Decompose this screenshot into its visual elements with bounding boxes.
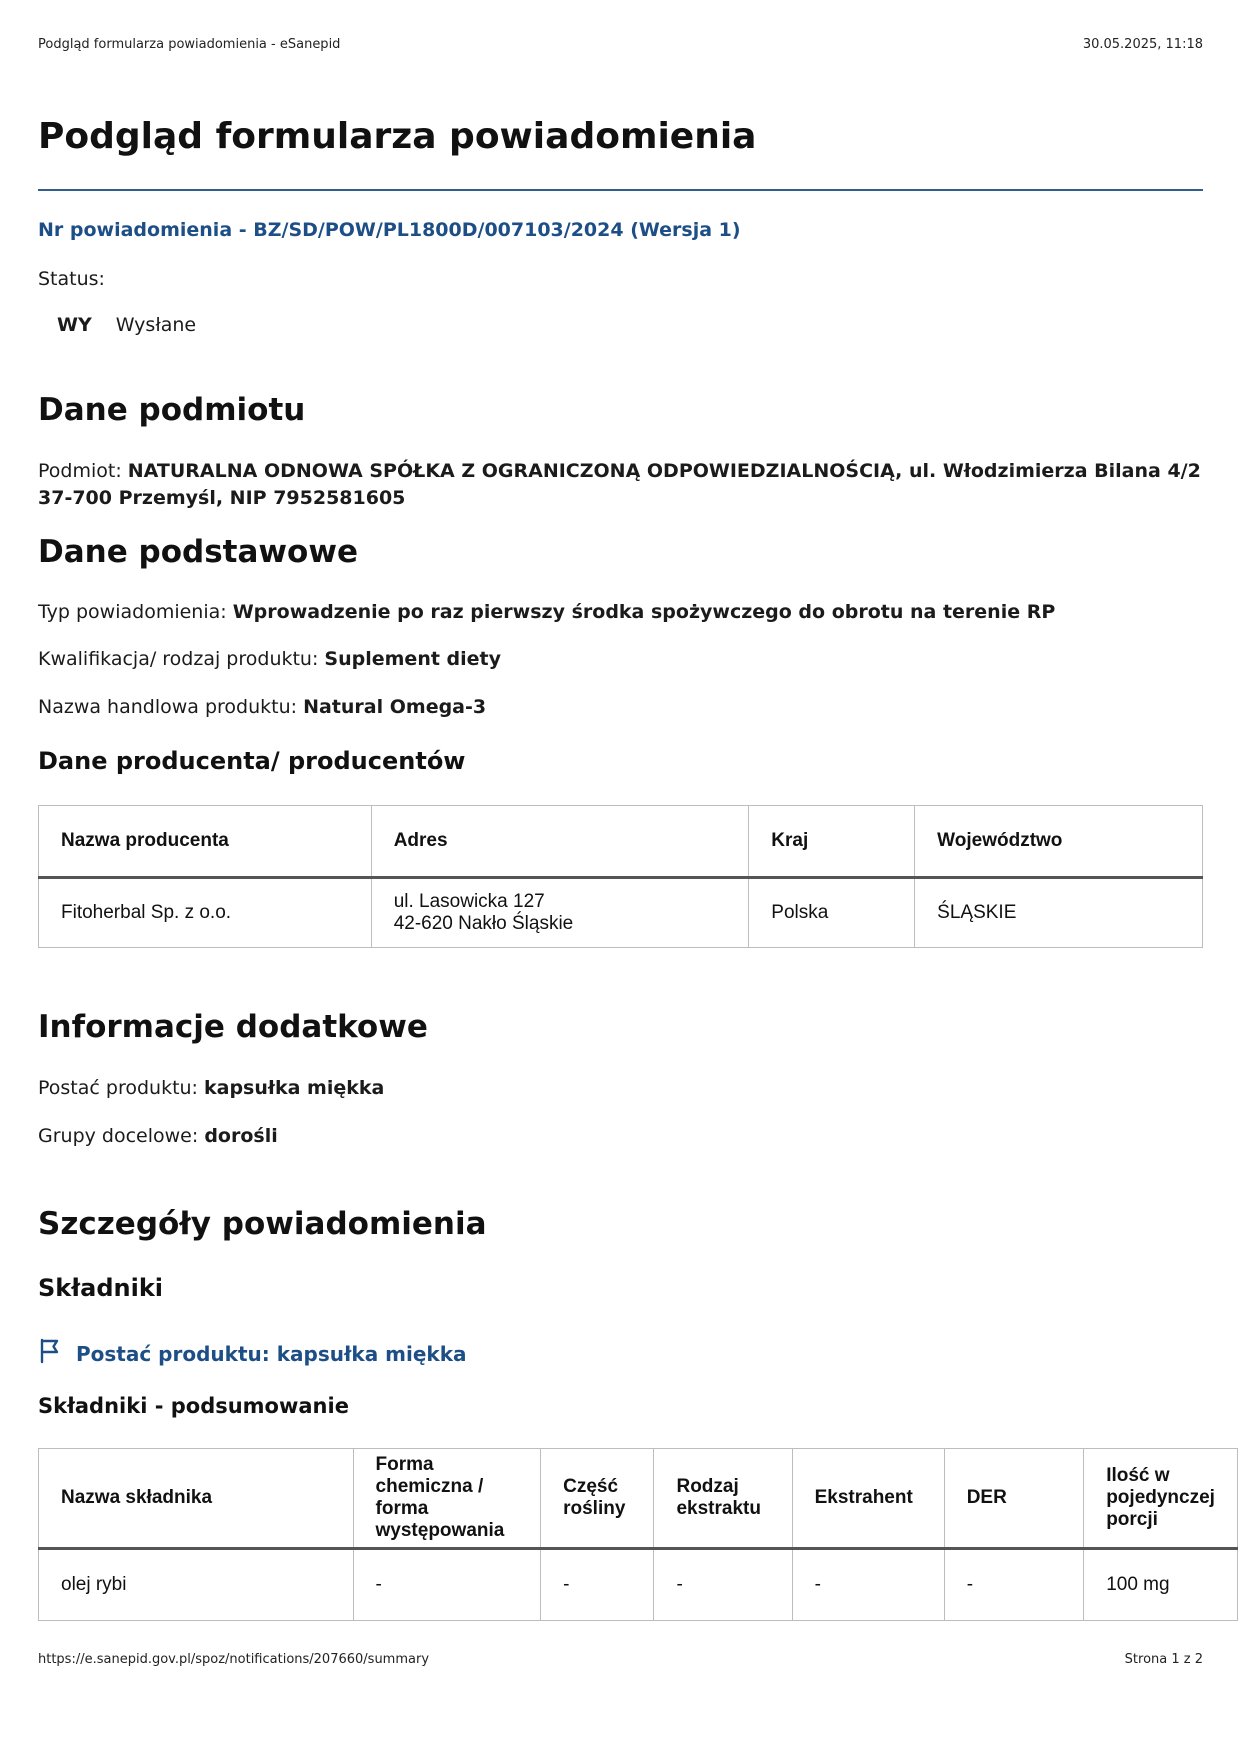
type-line — [38, 599, 1203, 626]
col-extract-type: Rodzaj ekstraktu — [654, 1449, 792, 1549]
producer-address — [371, 878, 749, 948]
ingredients-summary-heading: Składniki - podsumowanie — [38, 1394, 349, 1418]
additional-heading: Informacje dodatkowe — [38, 1009, 428, 1045]
status-code: WY — [57, 314, 92, 336]
status-label: Status: — [38, 268, 105, 290]
groups-line — [38, 1123, 1203, 1150]
print-footer-url: https://e.sanepid.gov.pl/spoz/notifications/207660/summary — [38, 1652, 430, 1667]
producer-name: Fitoherbal Sp. z o.o. — [39, 878, 372, 948]
status-text: Wysłane — [115, 314, 197, 336]
details-heading: Szczegóły powiadomienia — [38, 1206, 487, 1242]
entity-heading: Dane podmiotu — [38, 392, 306, 428]
ingredients-table — [38, 1448, 1238, 1621]
form-label: Postać produktu: — [38, 1077, 204, 1099]
page-title: Podgląd formularza powiadomienia — [38, 116, 757, 157]
ingredient-der: - — [944, 1549, 1084, 1621]
producer-voivodeship: ŚLĄSKIE — [915, 878, 1203, 948]
ingredient-amount: 100 mg — [1084, 1549, 1238, 1621]
form-line — [38, 1075, 1203, 1102]
ingredient-extract-type: - — [654, 1549, 792, 1621]
print-header-title: Podgląd formularza powiadomienia - eSanepid — [38, 37, 341, 52]
col-amount-per-portion: Ilość w pojedynczej porcji — [1084, 1449, 1238, 1549]
status-badge — [57, 314, 196, 336]
product-name-value: Natural Omega-3 — [303, 696, 487, 718]
producer-country: Polska — [749, 878, 915, 948]
entity-label: Podmiot: — [38, 460, 128, 482]
entity-line — [38, 458, 1203, 512]
print-header — [38, 37, 1203, 52]
ingredients-table-viewport — [38, 1448, 1215, 1618]
print-footer — [38, 1652, 1203, 1667]
ingredients-heading: Składniki — [38, 1274, 164, 1302]
type-value: Wprowadzenie po raz pierwszy środka spożywczego do obrotu na terenie RP — [232, 601, 1056, 623]
col-extractant: Ekstrahent — [792, 1449, 944, 1549]
col-chemical-form: Forma chemiczna / forma występowania — [353, 1449, 541, 1549]
print-footer-page: Strona 1 z 2 — [1124, 1652, 1203, 1667]
col-country: Kraj — [749, 806, 915, 878]
ingredients-header-row — [39, 1449, 1238, 1549]
address-line1: ul. Lasowicka 127 — [393, 891, 545, 912]
col-ingredient-name: Nazwa składnika — [39, 1449, 354, 1549]
table-row — [39, 878, 1203, 948]
address-line2: 42-620 Nakło Śląskie — [393, 913, 574, 934]
col-voivodeship: Województwo — [915, 806, 1203, 878]
table-row — [39, 1549, 1238, 1621]
product-form-link-label: Postać produktu: kapsułka miękka — [76, 1341, 467, 1366]
kind-line — [38, 646, 1203, 673]
col-plant-part: Część rośliny — [541, 1449, 654, 1549]
form-value: kapsułka miękka — [204, 1077, 385, 1099]
ingredient-chemical-form: - — [353, 1549, 541, 1621]
print-header-datetime: 30.05.2025, 11:18 — [1082, 37, 1203, 52]
kind-value: Suplement diety — [324, 648, 502, 670]
ingredient-extractant: - — [792, 1549, 944, 1621]
col-producer-name: Nazwa producenta — [39, 806, 372, 878]
producers-heading: Dane producenta/ producentów — [38, 747, 466, 775]
notification-number: Nr powiadomienia - BZ/SD/POW/PL1800D/007103/2024 (Wersja 1) — [38, 219, 741, 241]
entity-value: NATURALNA ODNOWA SPÓŁKA Z OGRANICZONĄ ODPOWIEDZIALNOŚCIĄ, ul. Włodzimierza Bilana 4/2 37-700 Przemyśl, NIP 7952581605 — [38, 460, 1201, 509]
groups-value: dorośli — [204, 1125, 278, 1147]
producers-table — [38, 805, 1203, 948]
kind-label: Kwalifikacja/ rodzaj produktu: — [38, 648, 325, 670]
col-der: DER — [944, 1449, 1084, 1549]
basic-heading: Dane podstawowe — [38, 534, 359, 570]
col-address: Adres — [371, 806, 749, 878]
flag-icon — [38, 1338, 62, 1369]
producers-header-row — [39, 806, 1203, 878]
groups-label: Grupy docelowe: — [38, 1125, 205, 1147]
ingredient-plant-part: - — [541, 1549, 654, 1621]
type-label: Typ powiadomienia: — [38, 601, 233, 623]
product-form-link[interactable] — [38, 1338, 467, 1369]
product-name-label: Nazwa handlowa produktu: — [38, 696, 304, 718]
product-name-line — [38, 694, 1203, 721]
ingredient-name: olej rybi — [39, 1549, 354, 1621]
title-divider — [38, 189, 1203, 191]
